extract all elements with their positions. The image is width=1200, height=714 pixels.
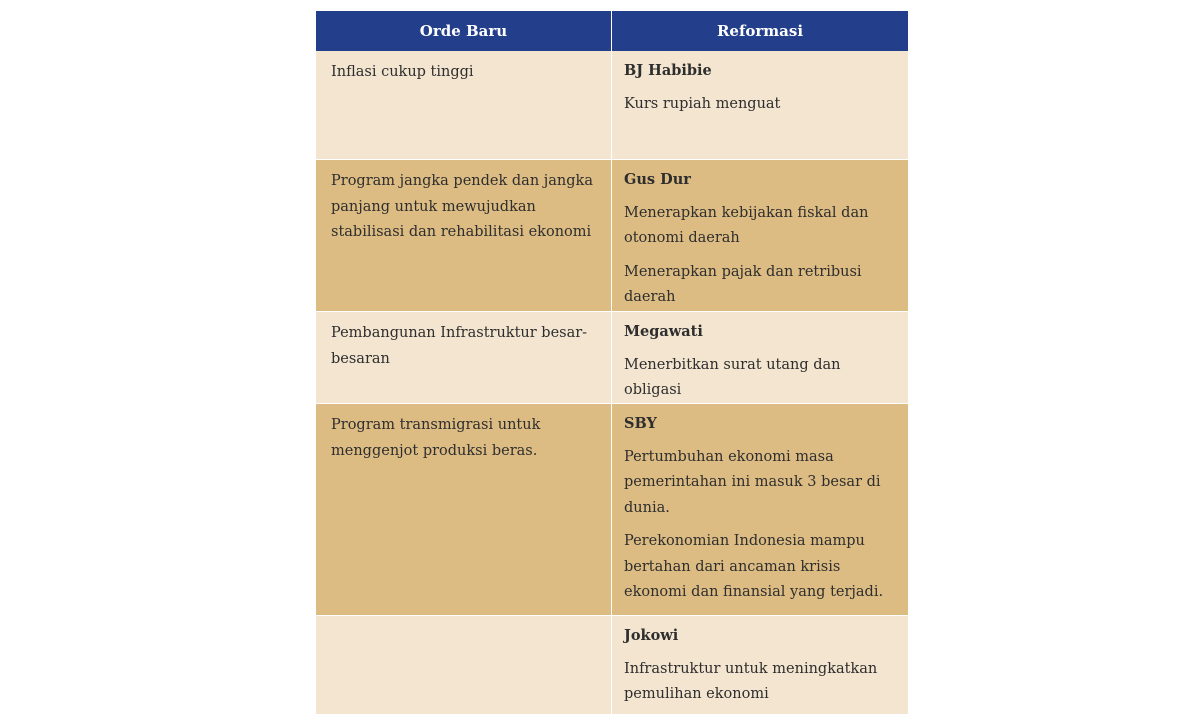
orde-baru-cell: Program transmigrasi untuk menggenjot produksi beras. [316,404,612,615]
leader-name: Megawati [624,323,703,340]
orde-baru-cell: Program jangka pendek dan jangka panjang untuk mewujudkan stabilisasi dan rehabilitasi ekonomi [316,160,612,311]
leader-name: Gus Dur [624,171,691,188]
policy-point: Pertumbuhan ekonomi masa pemerintahan ini masuk 3 besar di dunia. [624,448,881,516]
reformasi-cell [612,404,908,615]
policy-point: Menerapkan pajak dan retribusi daerah [624,263,862,305]
policy-point: Perekonomian Indonesia mampu bertahan dari ancaman krisis ekonomi dan finansial yang terjadi. [624,533,884,600]
table-row [316,159,908,311]
table-row [316,51,908,159]
reformasi-cell [612,616,908,714]
reformasi-cell [612,312,908,403]
policy-point: Menerbitkan surat utang dan obligasi [624,356,841,398]
leader-name: BJ Habibie [624,62,712,79]
header-orde-baru: Orde Baru [316,11,612,51]
policy-point: Menerapkan kebijakan fiskal dan otonomi daerah [624,204,869,246]
orde-baru-cell [316,616,612,714]
table-row [316,311,908,403]
orde-baru-cell: Inflasi cukup tinggi [316,51,612,159]
leader-name: Jokowi [624,627,679,644]
reformasi-cell [612,160,908,311]
table-header [316,11,908,51]
policy-point: Kurs rupiah menguat [624,95,781,112]
header-reformasi: Reformasi [716,22,804,40]
reformasi-cell [612,51,908,159]
table-row [316,615,908,714]
orde-baru-cell: Pembangunan Infrastruktur besar-besaran [316,312,612,403]
comparison-table [316,11,908,714]
table-row [316,403,908,615]
leader-name: SBY [624,415,657,432]
policy-point: Infrastruktur untuk meningkatkan pemulihan ekonomi [624,660,878,702]
